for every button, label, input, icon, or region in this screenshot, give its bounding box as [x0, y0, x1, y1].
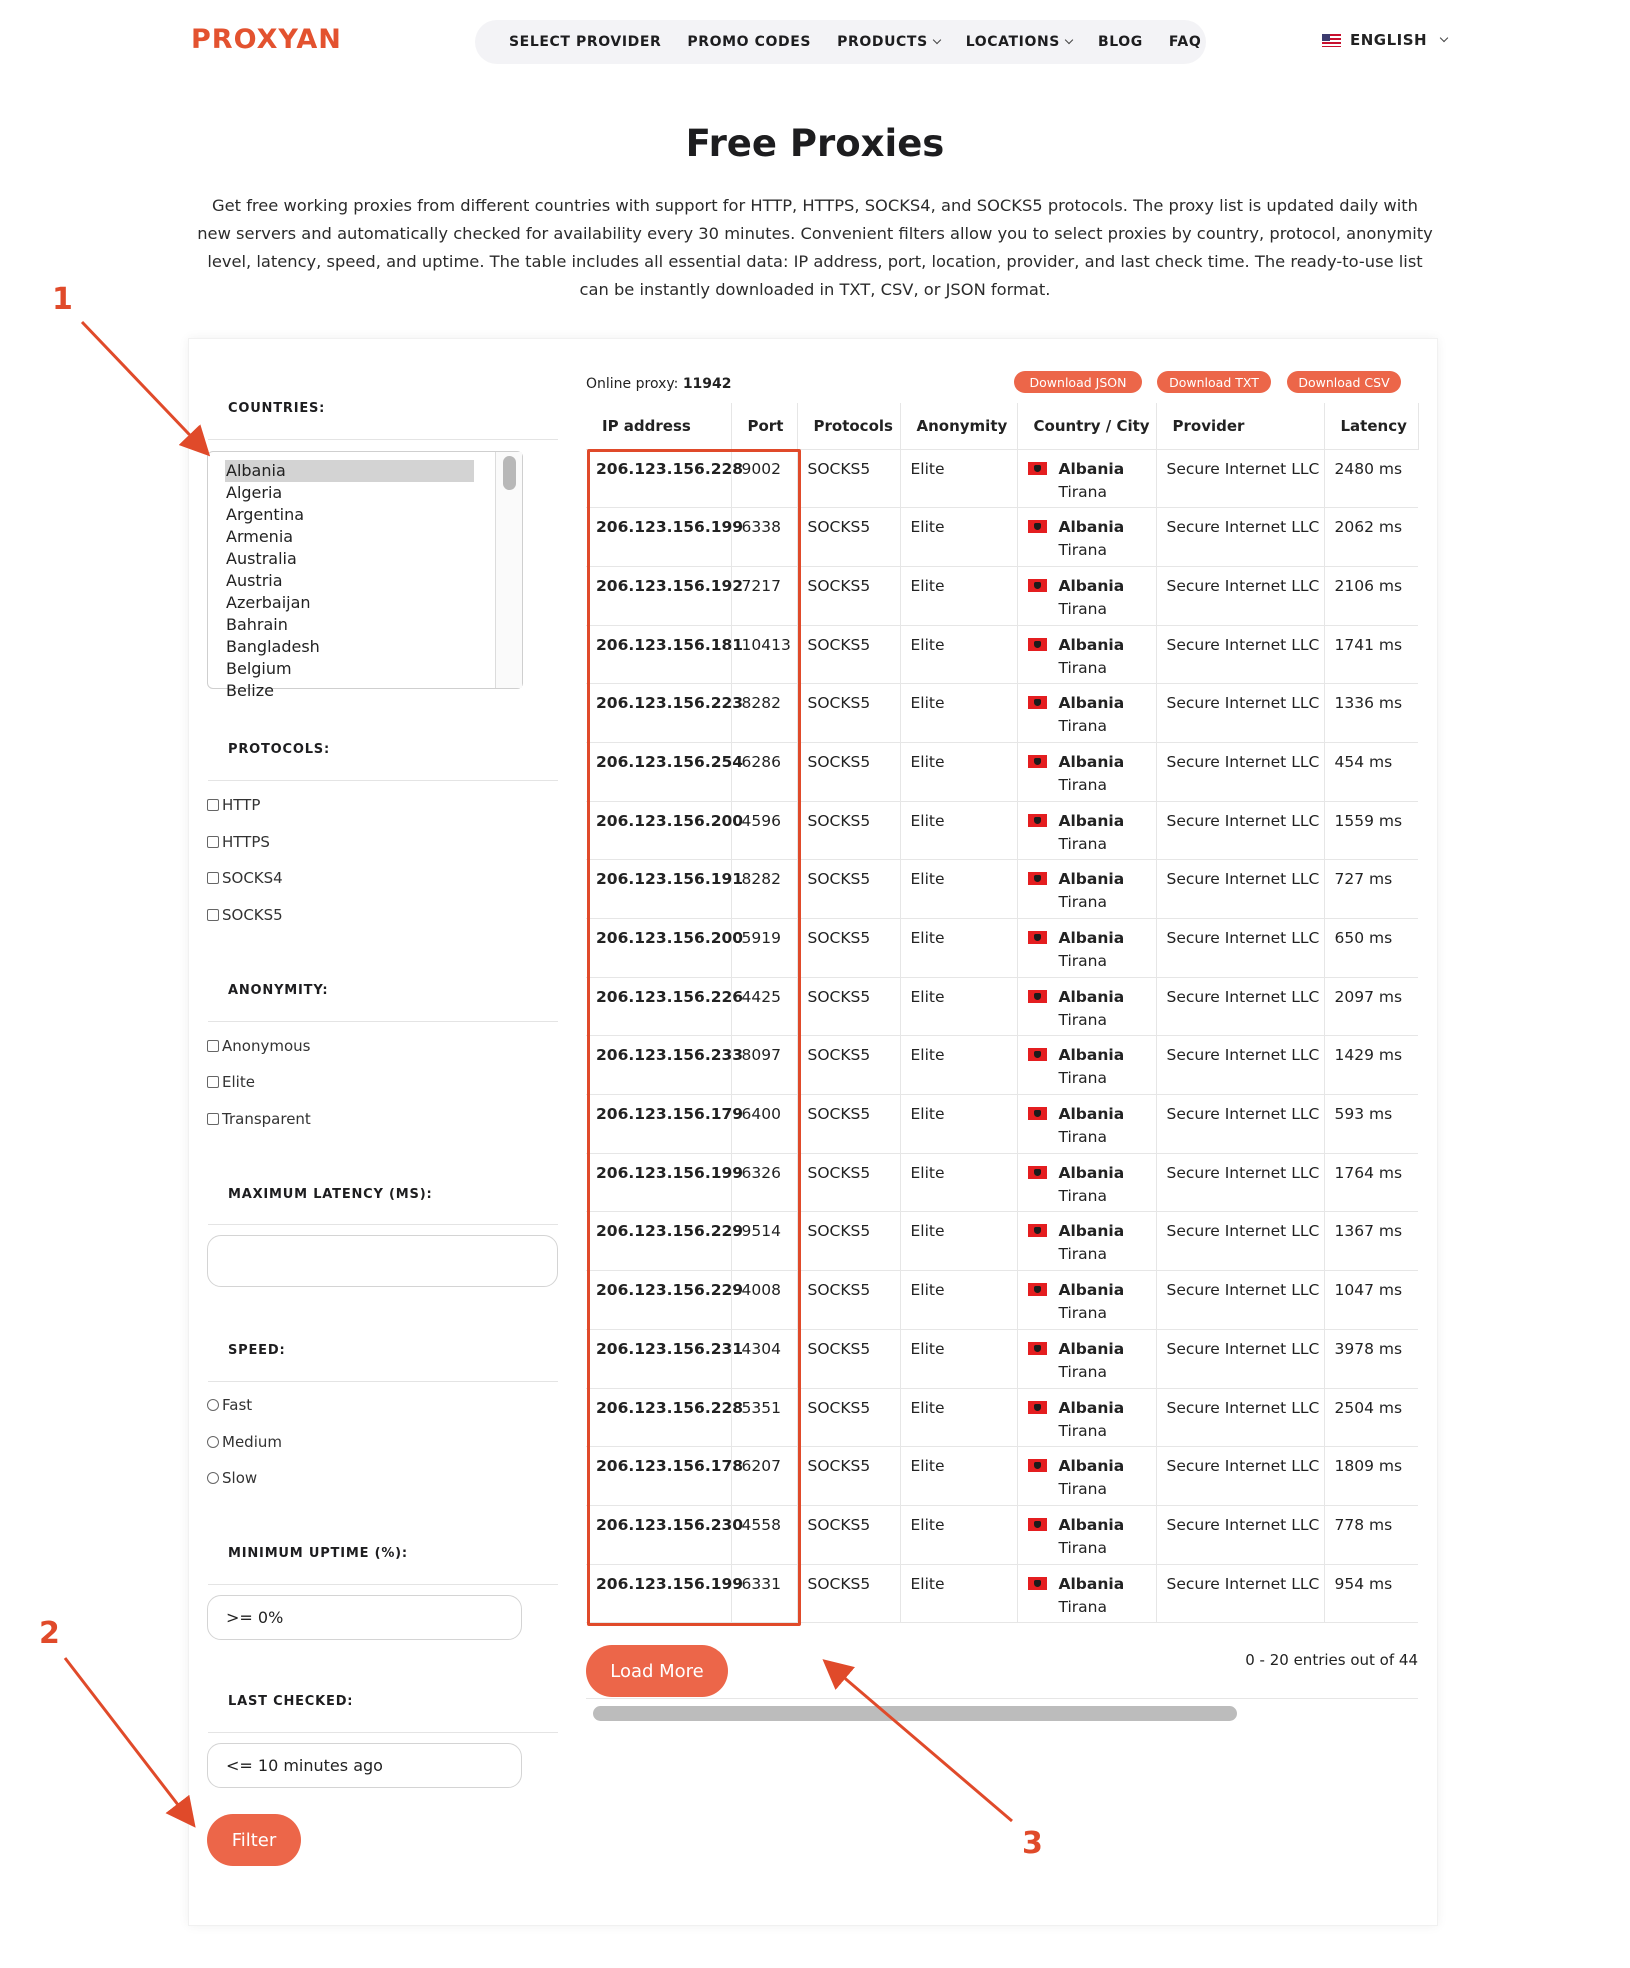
- city-name: Tirana: [1058, 541, 1107, 560]
- column-header[interactable]: Protocols: [797, 403, 900, 449]
- protocol-cell: SOCKS5: [797, 1212, 900, 1271]
- latency-cell: 650 ms: [1324, 919, 1418, 978]
- anonymity-cell: Elite: [900, 684, 1017, 743]
- provider-cell: Secure Internet LLC: [1156, 1329, 1324, 1388]
- protocol-cell: SOCKS5: [797, 1095, 900, 1154]
- city-name: Tirana: [1058, 1362, 1107, 1381]
- provider-cell: Secure Internet LLC: [1156, 1271, 1324, 1330]
- country-name: Albania: [1058, 1163, 1125, 1182]
- city-name: Tirana: [1058, 1538, 1107, 1557]
- latency-cell: 1336 ms: [1324, 684, 1418, 743]
- ip-cell[interactable]: 206.123.156.199: [586, 508, 731, 567]
- protocols-title: PROTOCOLS:: [228, 742, 330, 757]
- latency-cell: 593 ms: [1324, 1095, 1418, 1154]
- latency-cell: 727 ms: [1324, 860, 1418, 919]
- checkbox-label: SOCKS4: [222, 869, 283, 887]
- anonymity-cell: Elite: [900, 742, 1017, 801]
- checkbox-label: HTTP: [222, 796, 261, 814]
- column-header[interactable]: IP address: [586, 403, 731, 449]
- country-name: Albania: [1058, 1574, 1125, 1593]
- country-name: Albania: [1058, 1222, 1125, 1241]
- country-name: Albania: [1058, 929, 1125, 947]
- country-option[interactable]: Algeria: [226, 483, 283, 502]
- anonymity-cell: Elite: [900, 1271, 1017, 1330]
- checkbox-label: Anonymous: [222, 1037, 311, 1055]
- port-cell[interactable]: 9514: [731, 1212, 797, 1271]
- latency-cell: 2062 ms: [1324, 508, 1418, 567]
- country-name: Albania: [1058, 576, 1125, 595]
- port-cell[interactable]: 6331: [731, 1564, 797, 1623]
- country-name: Albania: [1058, 1515, 1125, 1534]
- annotation-number: 1: [52, 282, 73, 317]
- ip-cell[interactable]: 206.123.156.230: [586, 1505, 731, 1564]
- city-name: Tirana: [1058, 775, 1107, 794]
- anonymity-cell: Elite: [900, 1447, 1017, 1506]
- nav-label: PRODUCTS: [837, 34, 928, 50]
- radio-label: Fast: [222, 1396, 253, 1414]
- country-option[interactable]: Australia: [226, 549, 297, 568]
- protocol-cell: SOCKS5: [797, 801, 900, 860]
- protocol-cell: SOCKS5: [797, 1447, 900, 1506]
- anonymity-cell: Elite: [900, 1564, 1017, 1623]
- city-name: Tirana: [1058, 1186, 1107, 1205]
- latency-cell: 2097 ms: [1324, 977, 1418, 1036]
- latency-cell: 3978 ms: [1324, 1329, 1418, 1388]
- city-name: Tirana: [1058, 1128, 1107, 1147]
- port-cell[interactable]: 4008: [731, 1271, 797, 1330]
- country-name: Albania: [1058, 1398, 1125, 1417]
- country-name: Albania: [1058, 987, 1125, 1006]
- nav-label: SELECT PROVIDER: [509, 34, 662, 50]
- last-checked-title: LAST CHECKED:: [228, 1694, 354, 1709]
- country-name: Albania: [1058, 635, 1125, 654]
- provider-cell: Secure Internet LLC: [1156, 508, 1324, 567]
- nav-label: BLOG: [1097, 34, 1143, 50]
- latency-cell: 1764 ms: [1324, 1153, 1418, 1212]
- online-count: 11942: [682, 376, 732, 392]
- provider-cell: Secure Internet LLC: [1156, 1095, 1324, 1154]
- anonymity-cell: Elite: [900, 1036, 1017, 1095]
- port-cell[interactable]: 4596: [731, 801, 797, 860]
- nav-label: PROMO CODES: [687, 34, 812, 50]
- city-name: Tirana: [1058, 893, 1107, 912]
- radio-label: Slow: [222, 1469, 258, 1487]
- country-option[interactable]: Azerbaijan: [226, 593, 311, 612]
- annotation-number: 2: [39, 1616, 60, 1651]
- ip-cell[interactable]: 206.123.156.200: [586, 919, 731, 978]
- provider-cell: Secure Internet LLC: [1156, 1388, 1324, 1447]
- provider-cell: Secure Internet LLC: [1156, 1447, 1324, 1506]
- arrow-to-table: [827, 1663, 1012, 1821]
- arrow-to-country-list: [82, 322, 206, 452]
- city-name: Tirana: [1058, 1597, 1107, 1616]
- filter-button[interactable]: Filter: [207, 1814, 301, 1866]
- country-name: Albania: [1058, 1046, 1125, 1065]
- port-cell[interactable]: 6338: [731, 508, 797, 567]
- ip-cell[interactable]: 206.123.156.229: [586, 1271, 731, 1330]
- ip-cell[interactable]: 206.123.156.181: [586, 625, 731, 684]
- protocol-cell: SOCKS5: [797, 860, 900, 919]
- latency-cell: 2480 ms: [1324, 449, 1418, 508]
- port-cell[interactable]: 8097: [731, 1036, 797, 1095]
- country-option[interactable]: Albania: [225, 460, 474, 482]
- port-cell[interactable]: 4425: [731, 977, 797, 1036]
- port-cell[interactable]: 8282: [731, 860, 797, 919]
- anonymity-cell: Elite: [900, 1212, 1017, 1271]
- anonymity-cell: Elite: [900, 1329, 1017, 1388]
- protocol-cell: SOCKS5: [797, 1271, 900, 1330]
- countries-title: COUNTRIES:: [228, 401, 326, 416]
- city-name: Tirana: [1058, 482, 1107, 501]
- arrow-to-filter-button: [65, 1658, 192, 1823]
- page-title: Free Proxies: [685, 122, 945, 165]
- city-name: Tirana: [1058, 834, 1107, 853]
- latency-cell: 1047 ms: [1324, 1271, 1418, 1330]
- provider-cell: Secure Internet LLC: [1156, 1505, 1324, 1564]
- country-option[interactable]: Austria: [226, 571, 283, 590]
- city-name: Tirana: [1058, 1304, 1107, 1323]
- checkbox-label: HTTPS: [222, 833, 270, 851]
- min-uptime-select[interactable]: >= 0%: [207, 1595, 522, 1640]
- city-name: Tirana: [1058, 599, 1107, 618]
- anonymity-cell: Elite: [900, 1095, 1017, 1154]
- port-cell[interactable]: 7217: [731, 566, 797, 625]
- protocol-cell: SOCKS5: [797, 566, 900, 625]
- port-cell[interactable]: 9002: [731, 449, 797, 508]
- port-cell[interactable]: 6207: [731, 1447, 797, 1506]
- protocol-cell: SOCKS5: [797, 1036, 900, 1095]
- provider-cell: Secure Internet LLC: [1156, 1564, 1324, 1623]
- latency-cell: 1809 ms: [1324, 1447, 1418, 1506]
- protocol-cell: SOCKS5: [797, 977, 900, 1036]
- latency-cell: 1429 ms: [1324, 1036, 1418, 1095]
- provider-cell: Secure Internet LLC: [1156, 684, 1324, 743]
- latency-cell: 954 ms: [1324, 1564, 1418, 1623]
- column-header[interactable]: Latency: [1324, 403, 1418, 449]
- anonymity-title: ANONYMITY:: [228, 983, 329, 998]
- speed-title: SPEED:: [228, 1343, 286, 1358]
- country-name: Albania: [1058, 1339, 1125, 1358]
- city-name: Tirana: [1058, 952, 1107, 970]
- latency-cell: 1741 ms: [1324, 625, 1418, 684]
- site-logo[interactable]: PROXYAN: [191, 24, 342, 55]
- provider-cell: Secure Internet LLC: [1156, 566, 1324, 625]
- protocol-cell: SOCKS5: [797, 1564, 900, 1623]
- country-name: Albania: [1058, 694, 1125, 713]
- city-name: Tirana: [1058, 1421, 1107, 1440]
- protocol-cell: SOCKS5: [797, 1505, 900, 1564]
- language-label: ENGLISH: [1350, 31, 1428, 49]
- anonymity-cell: Elite: [900, 1505, 1017, 1564]
- annotation-number: 3: [1022, 1826, 1043, 1861]
- provider-cell: Secure Internet LLC: [1156, 919, 1324, 978]
- country-name: Albania: [1058, 518, 1125, 537]
- port-cell[interactable]: 4558: [731, 1505, 797, 1564]
- checkbox-label: Elite: [222, 1073, 255, 1091]
- load-more-button[interactable]: Load More: [586, 1645, 728, 1697]
- page-description: Get free working proxies from different countries with support for HTTP, HTTPS, SOCKS4, and SOCKS5 protocols. The proxy list is updated daily with new servers and automatically checked for availability every 30 minutes. Convenient filters allow you to select proxies by country, protocol, anonymity level, latency, speed, and uptime. The table includes all essential data: IP address, port, location, provider, and last check time. The ready-to-use list can be instantly downloaded in TXT, CSV, or JSON format.: [197, 196, 1433, 299]
- country-option[interactable]: Armenia: [226, 527, 294, 546]
- city-name: Tirana: [1058, 1069, 1107, 1088]
- port-cell[interactable]: 5919: [731, 919, 797, 978]
- port-cell[interactable]: 5351: [731, 1388, 797, 1447]
- city-name: Tirana: [1058, 1480, 1107, 1499]
- country-name: Albania: [1058, 870, 1125, 889]
- ip-cell[interactable]: 206.123.156.223: [586, 684, 731, 743]
- ip-cell[interactable]: 206.123.156.179: [586, 1095, 731, 1154]
- anonymity-cell: Elite: [900, 1153, 1017, 1212]
- entries-count: 0 - 20 entries out of 44: [1245, 1651, 1418, 1669]
- country-name: Albania: [1058, 1281, 1125, 1300]
- provider-cell: Secure Internet LLC: [1156, 977, 1324, 1036]
- port-cell[interactable]: 4304: [731, 1329, 797, 1388]
- ip-cell[interactable]: 206.123.156.199: [586, 1153, 731, 1212]
- protocol-cell: SOCKS5: [797, 919, 900, 978]
- protocol-cell: SOCKS5: [797, 684, 900, 743]
- column-header[interactable]: Anonymity: [900, 403, 1017, 449]
- column-header[interactable]: Port: [731, 403, 797, 449]
- port-cell[interactable]: 6400: [731, 1095, 797, 1154]
- column-header[interactable]: Provider: [1156, 403, 1324, 449]
- country-option[interactable]: Belize: [226, 681, 274, 700]
- anonymity-cell: Elite: [900, 860, 1017, 919]
- nav-label: LOCATIONS: [965, 34, 1060, 50]
- protocol-cell: SOCKS5: [797, 508, 900, 567]
- anonymity-cell: Elite: [900, 449, 1017, 508]
- radio-label: Medium: [222, 1433, 282, 1451]
- ip-cell[interactable]: 206.123.156.228: [586, 449, 731, 508]
- download-txt-button[interactable]: Download TXT: [1157, 371, 1271, 393]
- anonymity-cell: Elite: [900, 508, 1017, 567]
- protocol-cell: SOCKS5: [797, 1329, 900, 1388]
- anonymity-cell: Elite: [900, 625, 1017, 684]
- column-header[interactable]: Country / City: [1017, 403, 1156, 449]
- anonymity-cell: Elite: [900, 919, 1017, 978]
- provider-cell: Secure Internet LLC: [1156, 449, 1324, 508]
- city-name: Tirana: [1058, 658, 1107, 677]
- latency-cell: 1367 ms: [1324, 1212, 1418, 1271]
- provider-cell: Secure Internet LLC: [1156, 625, 1324, 684]
- country-option[interactable]: Bangladesh: [226, 637, 320, 656]
- anonymity-cell: Elite: [900, 801, 1017, 860]
- anonymity-cell: Elite: [900, 566, 1017, 625]
- ip-cell[interactable]: 206.123.156.226: [586, 977, 731, 1036]
- last-checked-select[interactable]: <= 10 minutes ago: [207, 1743, 522, 1788]
- country-name: Albania: [1058, 811, 1125, 830]
- country-name: Albania: [1058, 1105, 1125, 1124]
- port-cell[interactable]: 10413: [731, 625, 797, 684]
- ip-cell[interactable]: 206.123.156.191: [586, 860, 731, 919]
- latency-cell: 1559 ms: [1324, 801, 1418, 860]
- download-json-button[interactable]: Download JSON: [1014, 371, 1142, 393]
- ip-cell[interactable]: 206.123.156.254: [586, 742, 731, 801]
- country-name: Albania: [1058, 752, 1125, 771]
- country-option[interactable]: Bahrain: [226, 615, 288, 634]
- provider-cell: Secure Internet LLC: [1156, 742, 1324, 801]
- country-name: Albania: [1058, 459, 1125, 478]
- anonymity-cell: Elite: [900, 1388, 1017, 1447]
- country-option[interactable]: Belgium: [226, 659, 292, 678]
- checkbox-label: Transparent: [222, 1110, 311, 1128]
- city-name: Tirana: [1058, 1010, 1107, 1029]
- city-name: Tirana: [1058, 717, 1107, 736]
- protocol-cell: SOCKS5: [797, 1388, 900, 1447]
- provider-cell: Secure Internet LLC: [1156, 1153, 1324, 1212]
- latency-title: MAXIMUM LATENCY (MS):: [228, 1187, 433, 1202]
- protocol-cell: SOCKS5: [797, 1153, 900, 1212]
- ip-cell[interactable]: 206.123.156.229: [586, 1212, 731, 1271]
- online-label: Online proxy:: [586, 376, 679, 392]
- port-cell[interactable]: 6286: [731, 742, 797, 801]
- provider-cell: Secure Internet LLC: [1156, 1212, 1324, 1271]
- latency-cell: 2106 ms: [1324, 566, 1418, 625]
- checkbox-label: SOCKS5: [222, 906, 283, 924]
- download-csv-button[interactable]: Download CSV: [1287, 371, 1401, 393]
- protocol-cell: SOCKS5: [797, 742, 900, 801]
- provider-cell: Secure Internet LLC: [1156, 801, 1324, 860]
- uptime-title: MINIMUM UPTIME (%):: [228, 1546, 408, 1561]
- port-cell[interactable]: 6326: [731, 1153, 797, 1212]
- ip-cell[interactable]: 206.123.156.178: [586, 1447, 731, 1506]
- port-cell[interactable]: 8282: [731, 684, 797, 743]
- country-name: Albania: [1058, 1457, 1125, 1476]
- ip-cell[interactable]: 206.123.156.228: [586, 1388, 731, 1447]
- protocol-cell: SOCKS5: [797, 625, 900, 684]
- ip-cell[interactable]: 206.123.156.233: [586, 1036, 731, 1095]
- nav-label: FAQ: [1168, 34, 1202, 50]
- provider-cell: Secure Internet LLC: [1156, 1036, 1324, 1095]
- protocol-cell: SOCKS5: [797, 449, 900, 508]
- ip-cell[interactable]: 206.123.156.200: [586, 801, 731, 860]
- city-name: Tirana: [1058, 1245, 1107, 1264]
- provider-cell: Secure Internet LLC: [1156, 860, 1324, 919]
- country-option[interactable]: Argentina: [226, 505, 305, 524]
- ip-cell[interactable]: 206.123.156.231: [586, 1329, 731, 1388]
- latency-cell: 454 ms: [1324, 742, 1418, 801]
- ip-cell[interactable]: 206.123.156.192: [586, 566, 731, 625]
- latency-cell: 2504 ms: [1324, 1388, 1418, 1447]
- latency-cell: 778 ms: [1324, 1505, 1418, 1564]
- anonymity-cell: Elite: [900, 977, 1017, 1036]
- ip-cell[interactable]: 206.123.156.199: [586, 1564, 731, 1623]
